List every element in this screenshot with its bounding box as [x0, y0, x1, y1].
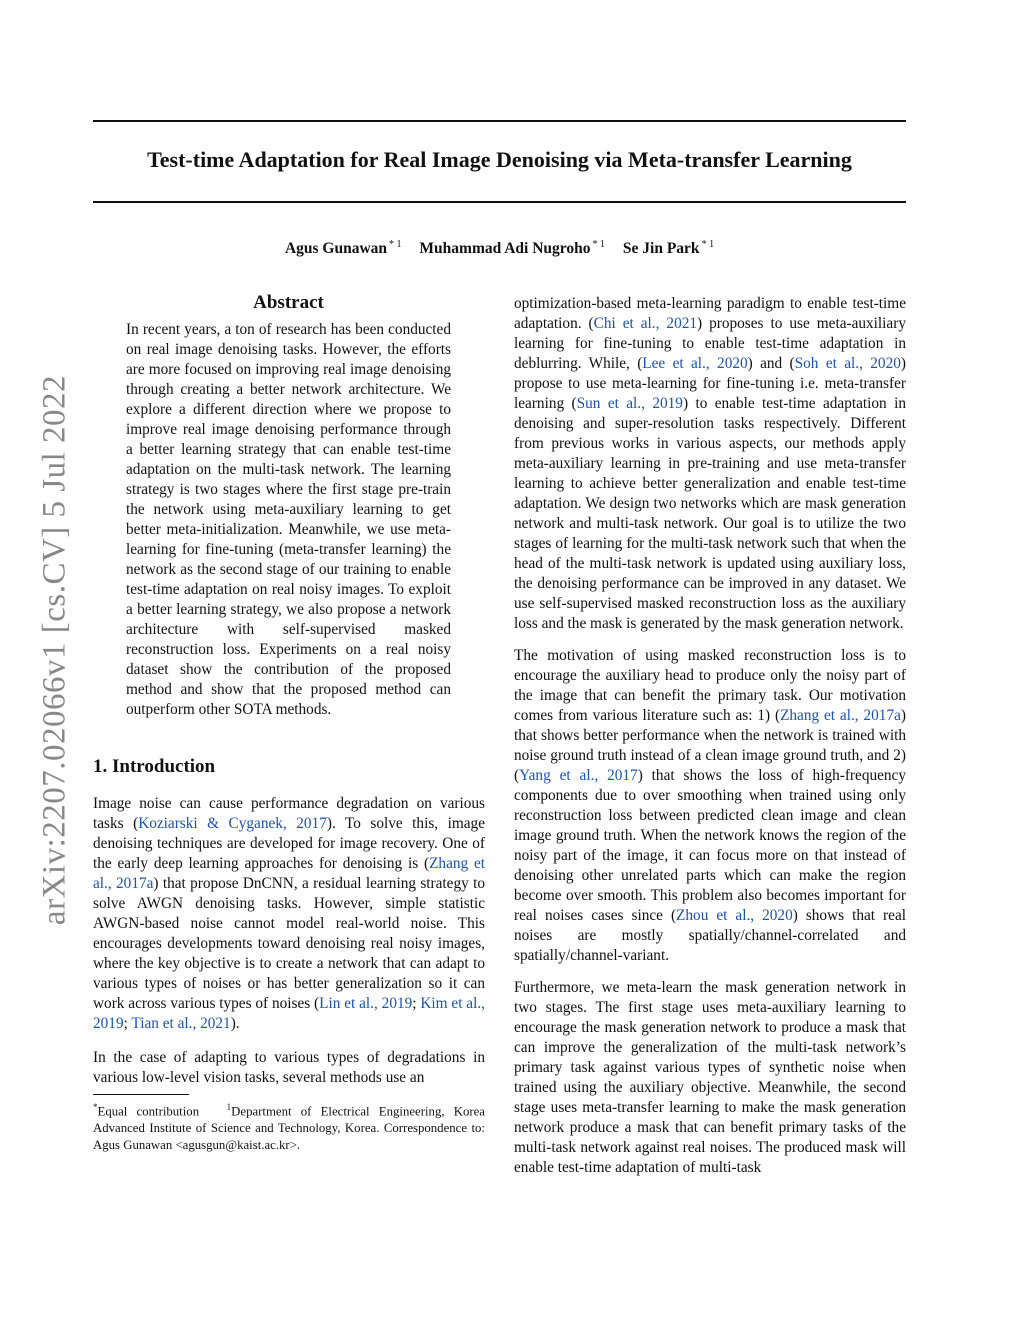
footnote-divider: [93, 1094, 189, 1095]
intro-p1-text-2: ). To solve this, image denoising techniques are developed for image recovery. One of the early deep learning approaches for denoising is (: [93, 815, 485, 872]
abstract-section: [126, 290, 451, 720]
author-3-name: Se Jin Park: [622, 240, 700, 258]
intro-p1-text-3: ) that propose DnCNN, a residual learning strategy to solve AWGN denoising tasks. However, simple statistic AWGN-based noise cannot model real-world noise. This encourages developments toward denoising real noisy images, where the key objective is to create a network that can adapt to various types of noises or has better generalization so it can work across various types of noises (: [93, 875, 485, 1012]
right-paragraph-2: [514, 646, 906, 966]
citation-link[interactable]: Lee et al., 2020: [642, 355, 748, 372]
introduction-heading: 1. Introduction: [93, 756, 216, 777]
intro-p1-sep-2: ;: [123, 1015, 132, 1032]
right-p2-text-3: ) that shows the loss of high-frequency components due to over smoothing when trained using only reconstruction loss between predicted clean image and clean image ground truth. When the network knows the region of the noisy part of the image, it can focus more on that instead of denoising other unrelated parts which can make the region become over smooth. This problem also becomes important for real noises cases since (: [514, 767, 906, 924]
author-list: [93, 233, 906, 261]
citation-link[interactable]: Kim et al., 2019: [93, 995, 485, 1032]
footnote-equal-text: Equal contribution: [97, 1104, 200, 1119]
title-rule-bottom: [93, 201, 906, 203]
citation-link[interactable]: Yang et al., 2017: [519, 767, 638, 784]
right-p2-text-1: The motivation of using masked reconstruction loss is to encourage the auxiliary head to produce only the noisy part of the image that can benefit the primary task. Our motivation comes from various literature such as: 1) (: [514, 647, 906, 724]
intro-p1-text-1: Image noise can cause performance degradation on various tasks (: [93, 795, 485, 832]
right-paragraph-1: [514, 294, 906, 634]
right-p1-text-1: optimization-based meta-learning paradigm to enable test-time adaptation. (: [514, 295, 906, 332]
paper-title: Test-time Adaptation for Real Image Denoising via Meta-transfer Learning: [147, 147, 852, 172]
right-p1-text-5: ) to enable test-time adaptation in denoising and super-resolution tasks respectively. Different from previous works in various aspects, our methods apply meta-auxiliary learning in pre-training and use meta-transfer learning to achieve better generalization and enable test-time adaptation. We design two networks which are mask generation network and multi-task network. Our goal is to utilize the two stages of learning for the multi-task network such that when the head of the multi-task network is updated using auxiliary loss, the denoising performance can be improved in any dataset. We use self-supervised masked reconstruction loss as the auxiliary loss and the mask is generated by the mask generation network.: [514, 395, 906, 632]
citation-link[interactable]: Zhang et al., 2017a: [93, 855, 485, 892]
author-3-mark: * 1: [701, 239, 715, 250]
right-p1-text-4: ) propose to use meta-learning for fine-tuning i.e. meta-transfer learning (: [514, 355, 906, 412]
abstract-heading: Abstract: [253, 292, 324, 313]
introduction-paragraph-2: In the case of adapting to various types of degradations in various low-level vision tasks, several methods use an: [93, 1049, 485, 1086]
right-p1-text-2: ) proposes to use meta-auxiliary learning for fine-tuning to enable test-time adaptation in deblurring. While, (: [514, 315, 906, 372]
footnote-affil-text: Department of Electrical Engineering, Korea Advanced Institute of Science and Technology, Korea. Correspondence to: Agus Gunawan <agusgun@kaist.ac.kr>.: [93, 1104, 485, 1153]
citation-link[interactable]: Tian et al., 2021: [131, 1015, 231, 1032]
author-2-name: Muhammad Adi Nugroho: [419, 240, 591, 258]
abstract-text: In recent years, a ton of research has been conducted on real image denoising tasks. However, the efforts are more focused on improving real image denoising through creating a better network architecture. We explore a different direction where we propose to improve real image denoising performance through a better learning strategy that can enable test-time adaptation on the multi-task network. The learning strategy is two stages where the first stage pre-train the network using meta-auxiliary learning to get better meta-initialization. Meanwhile, we use meta-learning for fine-tuning (meta-transfer learning) the network as the second stage of our training to enable test-time adaptation on real noisy images. To exploit a better learning strategy, we also propose a network architecture with self-supervised masked reconstruction loss. Experiments on a real noisy dataset show the contribution of the proposed method and show that the proposed method can outperform other SOTA methods.: [126, 321, 451, 718]
citation-link[interactable]: Lin et al., 2019: [319, 995, 413, 1012]
right-column: [514, 294, 906, 1190]
citation-link[interactable]: Koziarski & Cyganek, 2017: [138, 815, 327, 832]
author-2-mark: * 1: [592, 239, 606, 250]
author-1-mark: * 1: [389, 239, 402, 250]
author-3: [623, 240, 714, 257]
citation-link[interactable]: Soh et al., 2020: [794, 355, 901, 372]
right-p2-text-4: ) shows that real noises are mostly spatially/channel-correlated and spatially/channel-variant.: [514, 907, 906, 964]
citation-link[interactable]: Zhou et al., 2020: [676, 907, 793, 924]
right-p2-text-2: ) that shows better performance when the network is trained with noise ground truth instead of a clean image ground truth, and 2) (: [514, 707, 906, 784]
right-p1-text-3: ) and (: [747, 355, 795, 372]
right-paragraph-3: Furthermore, we meta-learn the mask generation network in two stages. The first stage uses meta-auxiliary learning to encourage the mask generation network to produce a mask that can improve the generalization of the multi-task network’s primary task against various types of synthetic noise when trained using the auxiliary objective. Meanwhile, the second stage uses meta-transfer learning to make the mask generation network produce a mask that can benefit primary tasks of the multi-task network against real noises. The produced mask will enable test-time adaptation of multi-task: [514, 979, 906, 1176]
intro-p1-sep-1: ;: [412, 995, 421, 1012]
citation-link[interactable]: Chi et al., 2021: [593, 315, 698, 332]
title-rule-top: [93, 120, 906, 122]
footnote-equal-mark: *: [93, 1102, 98, 1112]
author-1-name: Agus Gunawan: [284, 240, 388, 258]
author-2: [419, 240, 605, 257]
intro-p1-text-4: ).: [230, 1015, 240, 1032]
footnote-affil-mark: 1: [226, 1102, 232, 1112]
author-1: [285, 240, 402, 257]
arxiv-identifier: arXiv:2207.02066v1 [cs.CV] 5 Jul 2022: [36, 374, 73, 926]
left-column: [93, 290, 485, 1154]
citation-link[interactable]: Zhang et al., 2017a: [780, 707, 901, 724]
citation-link[interactable]: Sun et al., 2019: [576, 395, 683, 412]
footnote: [93, 1099, 485, 1154]
introduction-paragraph-1: [93, 794, 485, 1034]
